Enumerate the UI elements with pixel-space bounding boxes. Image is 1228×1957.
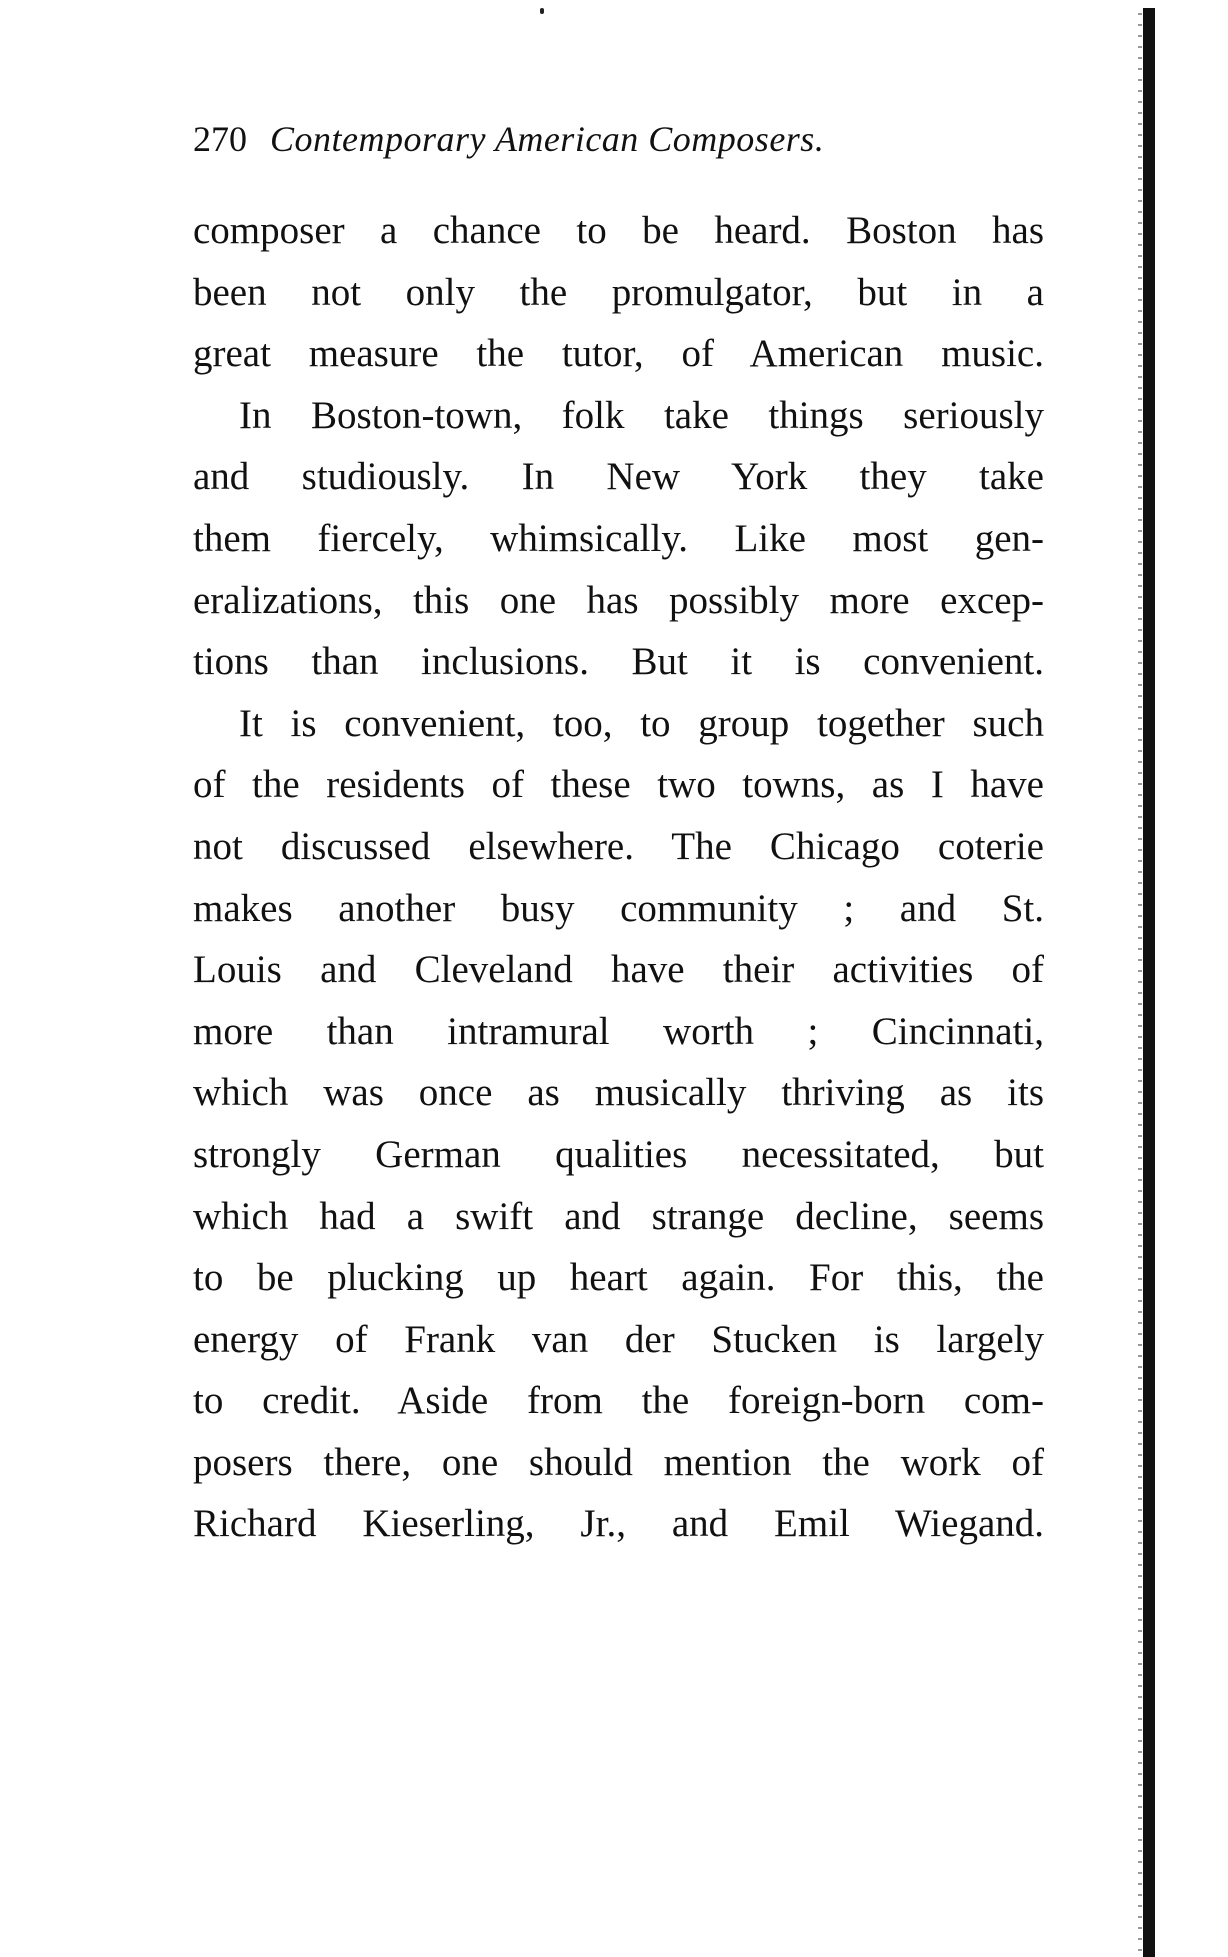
text-line: energy of Frank van der Stucken is largely: [193, 1317, 1044, 1361]
text-line: strongly German qualities necessitated, but: [193, 1132, 1044, 1176]
text-line: great measure the tutor, of American music.: [193, 332, 1044, 376]
text-line: which was once as musically thriving as its: [193, 1071, 1044, 1115]
page-number: 270: [193, 119, 247, 159]
text-line: In Boston-town, folk take things seriously: [239, 393, 1044, 437]
text-line: and studiously. In New York they take: [193, 455, 1044, 499]
text-line: posers there, one should mention the work of: [193, 1440, 1044, 1484]
text-line: composer a chance to be heard. Boston has: [193, 209, 1044, 252]
text-line: which had a swift and strange decline, seems: [193, 1194, 1044, 1238]
text-line: of the residents of these two towns, as I have: [193, 763, 1044, 807]
text-line: to be plucking up heart again. For this, the: [193, 1256, 1044, 1300]
text-line: not discussed elsewhere. The Chicago coterie: [193, 824, 1044, 868]
running-header: [193, 118, 1053, 160]
text-line: to credit. Aside from the foreign-born com-: [193, 1379, 1044, 1423]
text-line: eralizations, this one has possibly more excep-: [193, 578, 1044, 622]
body-text: [193, 200, 1044, 1555]
text-line: more than intramural worth ; Cincinnati,: [193, 1009, 1044, 1053]
text-line: makes another busy community ; and St.: [193, 886, 1044, 930]
text-line: been not only the promulgator, but in a: [193, 270, 1044, 314]
text-line: It is convenient, too, to group together such: [239, 701, 1044, 745]
text-line: Louis and Cleveland have their activities of: [193, 948, 1044, 992]
text-line: them fiercely, whimsically. Like most gen-: [193, 516, 1044, 560]
page-edge-shadow: [1138, 8, 1142, 1957]
text-line: tions than inclusions. But it is convenient.: [193, 640, 1044, 684]
running-title: Contemporary American Composers.: [270, 119, 825, 159]
scan-speck: [540, 8, 544, 14]
page-edge-binding: [1143, 8, 1155, 1957]
text-line: Richard Kieserling, Jr., and Emil Wiegand.: [193, 1502, 1044, 1546]
